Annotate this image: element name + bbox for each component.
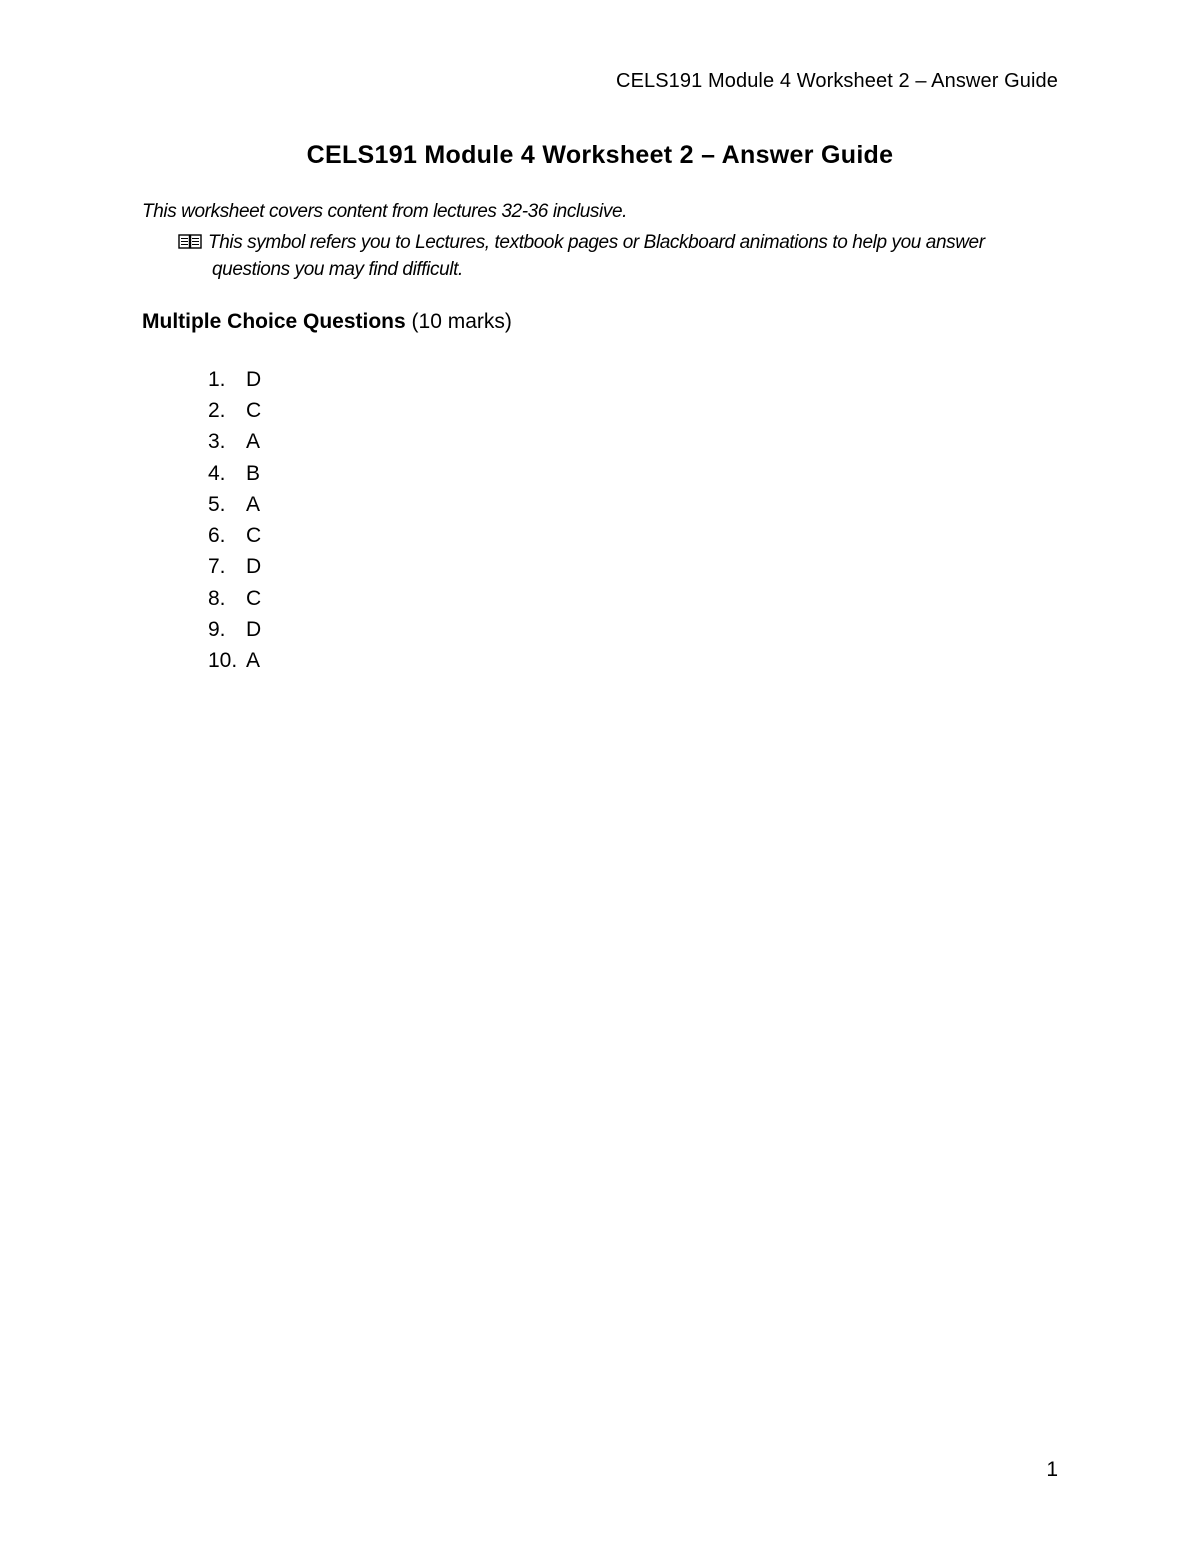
answer-letter: C [246,398,262,422]
intro-text: This worksheet covers content from lectures 32-36 inclusive. [142,201,627,222]
answer-item [208,552,261,583]
answer-item [208,364,261,395]
answer-item [208,520,261,551]
answer-number: 7. [208,555,226,579]
answer-item [208,427,261,458]
page-title: CELS191 Module 4 Worksheet 2 – Answer Guide [306,141,894,169]
running-header: CELS191 Module 4 Worksheet 2 – Answer Guide [616,70,1058,92]
answer-number: 1. [208,367,226,391]
answer-letter: D [246,555,262,579]
answer-number: 5. [208,492,226,516]
answer-letter: A [246,492,261,516]
answer-number: 4. [208,461,226,485]
answer-item [208,395,261,426]
answer-number: 2. [208,398,226,422]
answer-number: 8. [208,586,226,610]
answer-item [208,583,261,614]
note-line-2: questions you may find difficult. [212,259,463,280]
answer-item [208,458,261,489]
answer-number: 6. [208,524,226,548]
answer-letter: C [246,524,262,548]
answer-item [208,614,261,645]
reference-note [178,229,1068,283]
answer-letter: A [246,649,261,673]
section-heading-label: Multiple Choice Questions [142,310,406,333]
answer-number: 9. [208,618,226,642]
answer-letter: B [246,461,261,485]
answer-letter: C [246,586,262,610]
section-marks: (10 marks) [411,310,512,333]
section-heading [142,310,512,334]
answer-letter: A [246,430,261,454]
answer-item [208,489,261,520]
note-line-1: This symbol refers you to Lectures, textbook pages or Blackboard animations to help you answer [208,232,985,253]
book-icon [178,234,202,250]
answer-number: 10. [208,649,238,673]
answer-letter: D [246,367,262,391]
answer-item [208,646,261,677]
page-number: 1 [1046,1458,1058,1481]
answer-number: 3. [208,430,226,454]
answer-letter: D [246,618,262,642]
answer-list [208,364,261,677]
